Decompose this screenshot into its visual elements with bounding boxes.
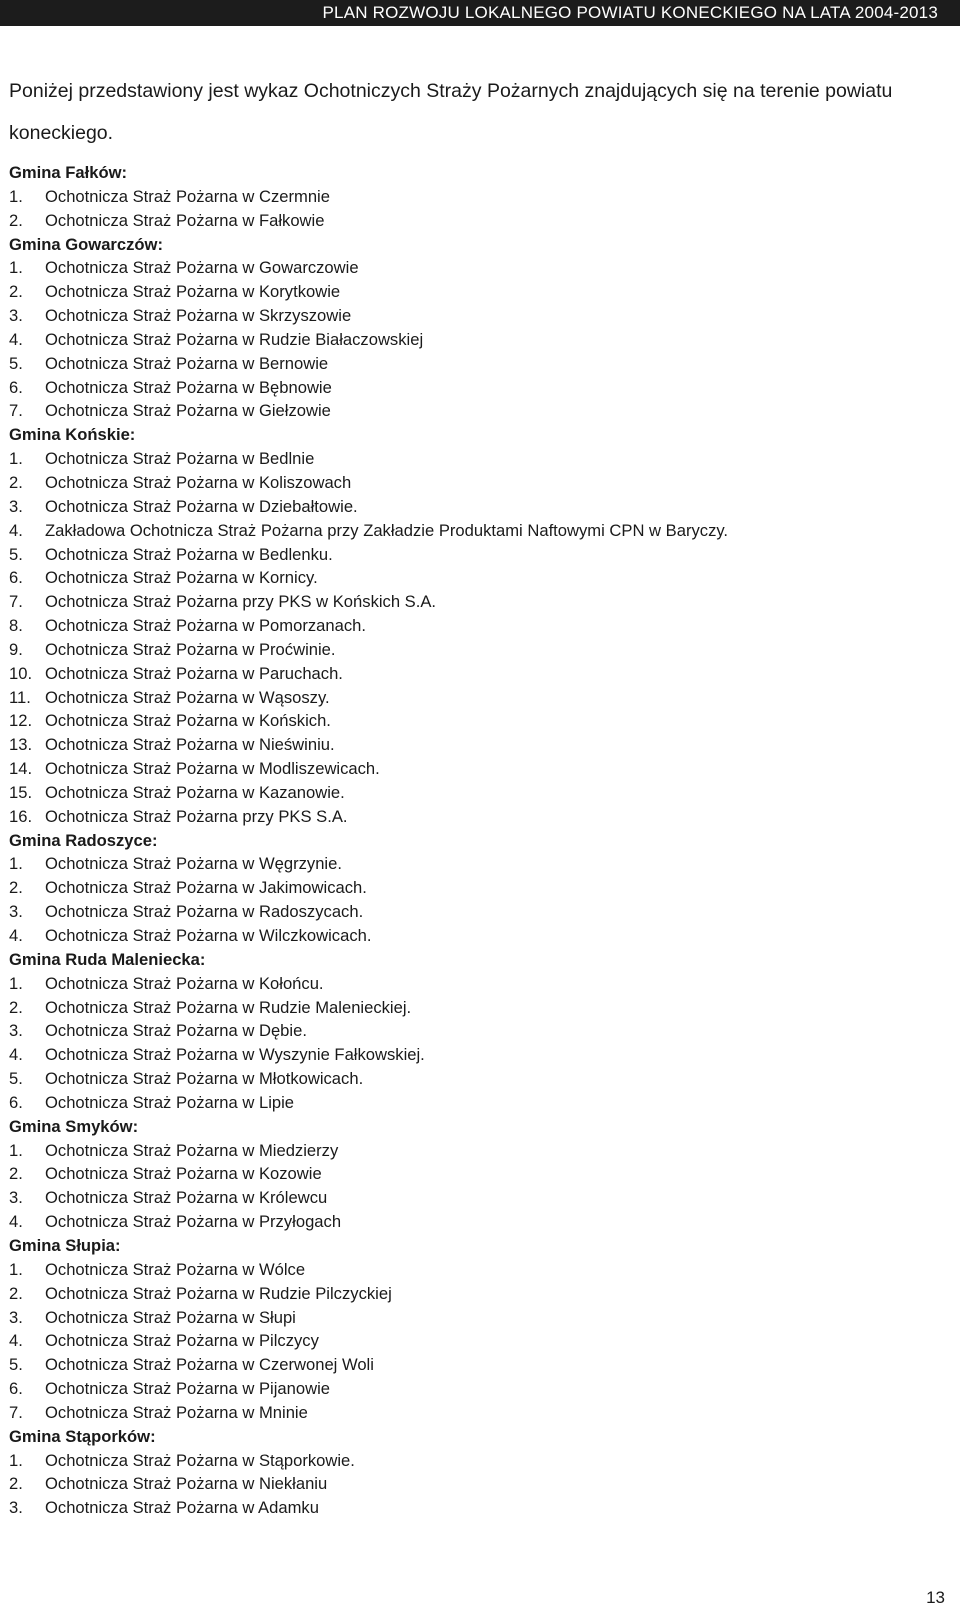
- list-item: [9, 1258, 949, 1282]
- list-item: [9, 1186, 949, 1210]
- item-number: 8.: [9, 616, 23, 636]
- list-item: [9, 996, 949, 1020]
- item-number: 14.: [9, 759, 33, 779]
- list-item: [9, 1353, 949, 1377]
- list-item: [9, 1091, 949, 1115]
- item-text: Ochotnicza Straż Pożarna w Bębnowie: [45, 377, 332, 397]
- item-text: Ochotnicza Straż Pożarna w Węgrzynie.: [45, 854, 342, 874]
- item-text: Ochotnicza Straż Pożarna w Kozowie: [45, 1164, 322, 1184]
- list-item: [9, 566, 949, 590]
- item-number: 1.: [9, 186, 23, 206]
- item-number: 12.: [9, 711, 33, 731]
- list-item: [9, 1210, 949, 1234]
- item-number: 7.: [9, 1402, 23, 1422]
- list-item: [9, 495, 949, 519]
- item-number: 9.: [9, 639, 23, 659]
- list-item: [9, 1019, 949, 1043]
- list-item: [9, 686, 949, 710]
- list-item: [9, 256, 949, 280]
- item-text: Ochotnicza Straż Pożarna w Rudzie Pilczyckiej: [45, 1283, 392, 1303]
- item-number: 5.: [9, 353, 23, 373]
- page-header: [0, 0, 960, 26]
- list-item: [9, 1449, 949, 1473]
- item-number: 1.: [9, 449, 23, 469]
- item-number: 3.: [9, 1188, 23, 1208]
- item-number: 7.: [9, 401, 23, 421]
- item-text: Ochotnicza Straż Pożarna przy PKS S.A.: [45, 806, 348, 826]
- item-text: Ochotnicza Straż Pożarna w Kołońcu.: [45, 973, 324, 993]
- item-text: Ochotnicza Straż Pożarna w Lipie: [45, 1092, 295, 1112]
- item-number: 3.: [9, 1498, 23, 1518]
- item-text: Ochotnicza Straż Pożarna w Stąporkowie.: [45, 1450, 355, 1470]
- list-item: [9, 638, 949, 662]
- fire-brigade-list: [9, 161, 949, 1520]
- item-number: 2.: [9, 1474, 23, 1494]
- item-text: Ochotnicza Straż Pożarna w Koliszowach: [45, 472, 352, 492]
- list-item: [9, 447, 949, 471]
- item-number: 5.: [9, 1069, 23, 1089]
- item-text: Ochotnicza Straż Pożarna w Modliszewicach.: [45, 759, 380, 779]
- list-item: [9, 709, 949, 733]
- item-number: 4.: [9, 1045, 23, 1065]
- gmina-heading: Gmina Radoszyce:: [9, 830, 158, 850]
- item-text: Ochotnicza Straż Pożarna w Bedlnie: [45, 449, 315, 469]
- item-number: 6.: [9, 1379, 23, 1399]
- list-item: [9, 304, 949, 328]
- item-number: 2.: [9, 282, 23, 302]
- item-text: Ochotnicza Straż Pożarna w Pilczycy: [45, 1331, 319, 1351]
- item-number: 11.: [9, 687, 31, 707]
- list-item: [9, 1282, 949, 1306]
- item-text: Ochotnicza Straż Pożarna w Wilczkowicach.: [45, 926, 372, 945]
- item-text: Ochotnicza Straż Pożarna w Pijanowie: [45, 1379, 330, 1399]
- item-text: Ochotnicza Straż Pożarna w Jakimowicach.: [45, 878, 367, 898]
- item-text: Ochotnicza Straż Pożarna w Pomorzanach.: [45, 616, 366, 636]
- gmina-heading: Gmina Stąporków:: [9, 1426, 156, 1446]
- item-number: 1.: [9, 854, 23, 874]
- item-number: 3.: [9, 306, 23, 326]
- list-item: [9, 209, 949, 233]
- item-text: Ochotnicza Straż Pożarna w Wąsoszy.: [45, 687, 330, 707]
- list-item: [9, 519, 949, 543]
- item-text: Ochotnicza Straż Pożarna w Czermnie: [45, 186, 330, 206]
- item-number: 2.: [9, 210, 23, 230]
- item-text: Ochotnicza Straż Pożarna w Młotkowicach.: [45, 1069, 364, 1089]
- list-item: [9, 733, 949, 757]
- item-text: Ochotnicza Straż Pożarna w Czerwonej Woli: [45, 1355, 374, 1375]
- item-text: Ochotnicza Straż Pożarna w Królewcu: [45, 1188, 328, 1208]
- item-number: 2.: [9, 997, 23, 1017]
- item-text: Ochotnicza Straż Pożarna w Gowarczowie: [45, 258, 359, 278]
- item-text: Ochotnicza Straż Pożarna w Wyszynie Fałkowskiej.: [45, 1045, 425, 1065]
- item-number: 3.: [9, 902, 23, 922]
- gmina-heading: Gmina Ruda Maleniecka:: [9, 949, 206, 969]
- item-text: Ochotnicza Straż Pożarna w Wólce: [45, 1259, 306, 1279]
- list-item: [9, 900, 949, 924]
- item-number: 4.: [9, 1212, 23, 1232]
- item-number: 5.: [9, 1355, 23, 1375]
- list-item: [9, 852, 949, 876]
- item-text: Ochotnicza Straż Pożarna w Końskich.: [45, 711, 331, 731]
- item-text: Ochotnicza Straż Pożarna w Giełzowie: [45, 401, 331, 421]
- list-item: [9, 280, 949, 304]
- list-item: [9, 352, 949, 376]
- gmina-heading: Gmina Fałków:: [9, 163, 128, 182]
- list-item: [9, 1139, 949, 1163]
- item-text: Ochotnicza Straż Pożarna w Proćwinie.: [45, 639, 336, 659]
- list-item: [9, 781, 949, 805]
- item-number: 1.: [9, 1140, 23, 1160]
- item-text: Ochotnicza Straż Pożarna w Niekłaniu: [45, 1474, 328, 1494]
- list-item: [9, 1306, 949, 1330]
- item-text: Ochotnicza Straż Pożarna w Dziebałtowie.: [45, 496, 358, 516]
- list-item: [9, 662, 949, 686]
- page-number: 13: [926, 1588, 945, 1607]
- item-number: 2.: [9, 472, 23, 492]
- item-number: 6.: [9, 377, 23, 397]
- item-text: Ochotnicza Straż Pożarna w Paruchach.: [45, 663, 343, 683]
- list-item: [9, 1043, 949, 1067]
- item-number: 6.: [9, 568, 23, 588]
- item-number: 16.: [9, 806, 33, 826]
- item-text: Ochotnicza Straż Pożarna w Adamku: [45, 1498, 319, 1518]
- item-text: Ochotnicza Straż Pożarna w Rudzie Malenieckiej.: [45, 997, 412, 1017]
- intro-paragraph: Poniżej przedstawiony jest wykaz Ochotniczych Straży Pożarnych znajdujących się na terenie powiatu koneckiego.: [9, 80, 893, 144]
- list-item: [9, 757, 949, 781]
- item-text: Zakładowa Ochotnicza Straż Pożarna przy Zakładzie Produktami Naftowymi CPN w Baryczy.: [45, 520, 729, 540]
- item-number: 4.: [9, 926, 23, 945]
- list-item: [9, 805, 949, 829]
- list-item: [9, 1377, 949, 1401]
- item-number: 4.: [9, 520, 23, 540]
- item-number: 3.: [9, 1307, 23, 1327]
- item-text: Ochotnicza Straż Pożarna w Rudzie Białaczowskiej: [45, 329, 424, 349]
- item-text: Ochotnicza Straż Pożarna w Korytkowie: [45, 282, 341, 302]
- list-item: [9, 185, 949, 209]
- list-item: [9, 876, 949, 900]
- item-number: 4.: [9, 1331, 23, 1351]
- item-number: 13.: [9, 735, 33, 755]
- item-text: Ochotnicza Straż Pożarna w Bernowie: [45, 353, 329, 373]
- item-number: 7.: [9, 592, 23, 612]
- item-text: Ochotnicza Straż Pożarna w Dębie.: [45, 1021, 307, 1041]
- item-number: 1.: [9, 258, 23, 278]
- item-number: 4.: [9, 329, 23, 349]
- gmina-heading: Gmina Słupia:: [9, 1235, 121, 1255]
- item-text: Ochotnicza Straż Pożarna w Kazanowie.: [45, 782, 345, 802]
- list-item: [9, 1067, 949, 1091]
- list-item: [9, 543, 949, 567]
- item-number: 3.: [9, 496, 23, 516]
- gmina-heading: Gmina Gowarczów:: [9, 234, 163, 254]
- item-number: 2.: [9, 878, 23, 898]
- item-text: Ochotnicza Straż Pożarna w Bedlenku.: [45, 544, 333, 564]
- item-number: 1.: [9, 1259, 23, 1279]
- item-text: Ochotnicza Straż Pożarna w Przyłogach: [45, 1212, 342, 1232]
- item-text: Ochotnicza Straż Pożarna przy PKS w Końskich S.A.: [45, 592, 437, 612]
- item-number: 2.: [9, 1283, 23, 1303]
- list-item: [9, 376, 949, 400]
- list-item: [9, 399, 949, 423]
- item-number: 6.: [9, 1092, 23, 1112]
- item-number: 3.: [9, 1021, 23, 1041]
- list-item: [9, 471, 949, 495]
- item-text: Ochotnicza Straż Pożarna w Mninie: [45, 1402, 308, 1422]
- list-item: [9, 1401, 949, 1425]
- item-text: Ochotnicza Straż Pożarna w Skrzyszowie: [45, 306, 352, 326]
- item-number: 1.: [9, 973, 23, 993]
- item-text: Ochotnicza Straż Pożarna w Fałkowie: [45, 210, 325, 230]
- list-item: [9, 1329, 949, 1353]
- list-item: [9, 924, 949, 948]
- list-item: [9, 972, 949, 996]
- item-text: Ochotnicza Straż Pożarna w Radoszycach.: [45, 902, 364, 922]
- item-number: 2.: [9, 1164, 23, 1184]
- item-number: 15.: [9, 782, 33, 802]
- item-text: Ochotnicza Straż Pożarna w Słupi: [45, 1307, 296, 1327]
- gmina-heading: Gmina Końskie:: [9, 425, 136, 445]
- list-item: [9, 328, 949, 352]
- list-item: [9, 1162, 949, 1186]
- gmina-heading: Gmina Smyków:: [9, 1116, 139, 1136]
- item-text: Ochotnicza Straż Pożarna w Miedzierzy: [45, 1140, 339, 1160]
- item-text: Ochotnicza Straż Pożarna w Kornicy.: [45, 568, 318, 588]
- item-text: Ochotnicza Straż Pożarna w Nieświniu.: [45, 735, 335, 755]
- item-number: 10.: [9, 663, 33, 683]
- item-number: 5.: [9, 544, 23, 564]
- list-item: [9, 1496, 949, 1520]
- list-item: [9, 1472, 949, 1496]
- list-item: [9, 614, 949, 638]
- header-title: PLAN ROZWOJU LOKALNEGO POWIATU KONECKIEGO NA LATA 2004-2013: [322, 3, 938, 22]
- list-item: [9, 590, 949, 614]
- item-number: 1.: [9, 1450, 23, 1470]
